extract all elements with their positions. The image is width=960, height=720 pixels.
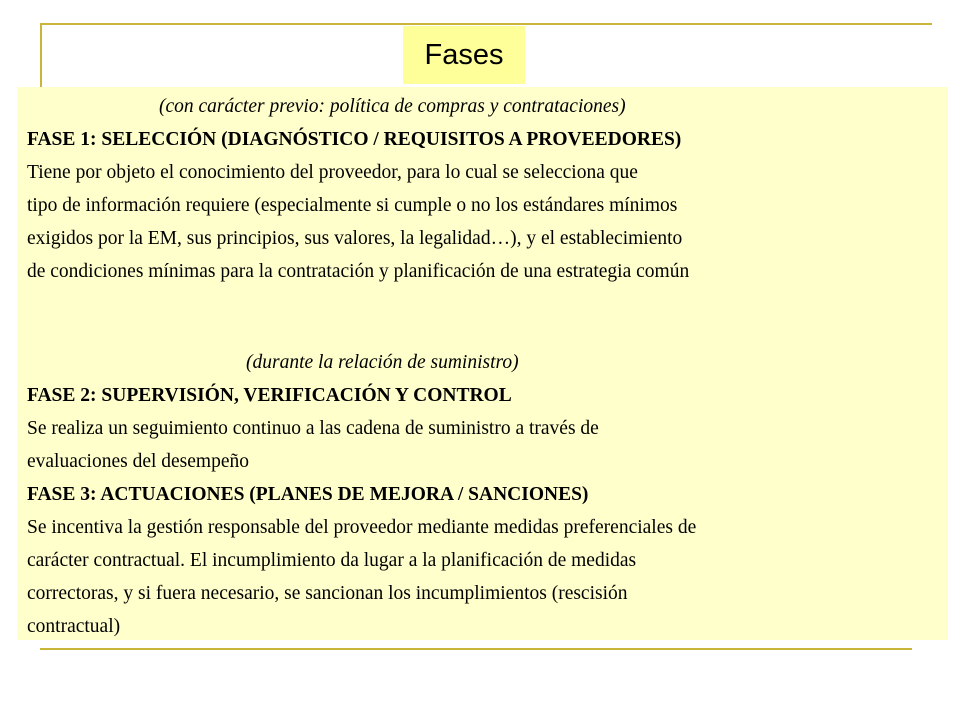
slide-title: Fases <box>403 26 525 84</box>
phase1-text-line-2: tipo de información requiere (especialmente si cumple o no los estándares mínimos <box>27 195 678 216</box>
phase2-text-line-1: Se realiza un seguimiento continuo a las cadena de suministro a través de <box>27 418 599 439</box>
phase3-text-line-3: correctoras, y si fuera necesario, se sancionan los incumplimientos (rescisión <box>27 583 628 604</box>
phase2-context: (durante la relación de suministro) <box>246 352 519 373</box>
phase2-heading: FASE 2: SUPERVISIÓN, VERIFICACIÓN Y CONTROL <box>27 385 512 406</box>
frame-bottom-rule <box>40 648 912 650</box>
phase3-heading: FASE 3: ACTUACIONES (PLANES DE MEJORA / SANCIONES) <box>27 484 589 505</box>
phase3-text-line-1: Se incentiva la gestión responsable del proveedor mediante medidas preferenciales de <box>27 517 697 538</box>
phase1-text-line-4: de condiciones mínimas para la contratación y planificación de una estrategia común <box>27 261 690 282</box>
phase1-heading: FASE 1: SELECCIÓN (DIAGNÓSTICO / REQUISITOS A PROVEEDORES) <box>27 129 682 150</box>
phase3-text-line-4: contractual) <box>27 616 121 637</box>
phase1-text-line-3: exigidos por la EM, sus principios, sus valores, la legalidad…), y el establecimiento <box>27 228 683 249</box>
phase2-text-line-2: evaluaciones del desempeño <box>27 451 249 472</box>
phase3-text-line-2: carácter contractual. El incumplimiento da lugar a la planificación de medidas <box>27 550 637 571</box>
phase1-text-line-1: Tiene por objeto el conocimiento del proveedor, para lo cual se selecciona que <box>27 162 638 183</box>
phase1-context: (con carácter previo: política de compras y contrataciones) <box>159 96 626 117</box>
content-panel <box>17 87 948 640</box>
frame-left-rule <box>40 23 42 89</box>
frame-top-rule <box>40 23 932 25</box>
